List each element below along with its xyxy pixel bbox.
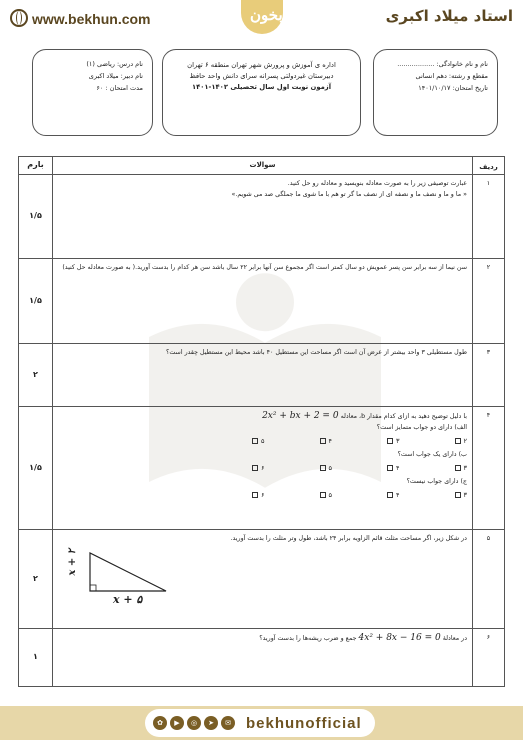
question-line: در شکل زیر، اگر مساحت مثلث قائم الزاویه برابر ۲۴ باشد، طول وتر مثلث را بدست آورید. <box>230 535 467 542</box>
subject-label: نام درس: ریاضی (۱) <box>86 60 143 68</box>
option-label: ۴ <box>396 491 400 499</box>
school-label: دبیرستان غیردولتی پسرانه سرای دانش واحد حافظ <box>189 72 334 80</box>
website-text: www.bekhun.com <box>32 11 151 27</box>
option-b-4[interactable] <box>252 463 265 474</box>
checkbox-icon[interactable] <box>387 438 393 444</box>
aparat-icon[interactable]: ✿ <box>153 716 167 730</box>
footer-bar <box>0 706 523 740</box>
checkbox-icon[interactable] <box>320 465 326 471</box>
option-label: ۶ <box>261 491 265 499</box>
triangle-figure <box>58 545 467 615</box>
website-link[interactable] <box>10 9 151 27</box>
exam-title: آزمون نوبت اول سال تحصیلی ۱۴۰۲-۱۴۰۱ <box>191 83 332 91</box>
checkbox-icon[interactable] <box>455 438 461 444</box>
table-header-row <box>19 157 505 175</box>
question-text <box>53 259 473 344</box>
checkbox-icon[interactable] <box>387 465 393 471</box>
question-text <box>53 175 473 259</box>
checkbox-icon[interactable] <box>320 438 326 444</box>
table-row <box>19 629 505 687</box>
option-label: ۲ <box>463 437 467 445</box>
school-info-box <box>162 49 361 136</box>
option-b-1[interactable] <box>455 463 468 474</box>
teacher-label: نام دبیر: میلاد اکبری <box>88 72 143 80</box>
course-info-box <box>32 49 153 136</box>
row-number: ۶ <box>473 629 505 687</box>
quadratic-equation: 2x² + bx + 2 = 0 <box>262 411 339 421</box>
row-score: ۲ <box>19 530 53 629</box>
part-b-label: ب) دارای یک جواب است؟ <box>397 450 467 458</box>
option-label: ۵ <box>328 464 332 472</box>
logo <box>241 0 283 34</box>
duration-label: مدت امتحان : ۶۰ <box>96 84 143 92</box>
grade-label: مقطع و رشته: دهم انسانی <box>415 72 488 80</box>
options-part-c <box>252 490 467 501</box>
top-banner <box>0 0 523 36</box>
row-score: ۲ <box>19 344 53 407</box>
question-text <box>53 407 473 530</box>
option-label: ۳ <box>463 491 467 499</box>
checkbox-icon[interactable] <box>252 465 258 471</box>
instagram-icon[interactable]: ◎ <box>187 716 201 730</box>
student-name-field[interactable]: نام و نام خانوادگی: .................. <box>397 60 488 68</box>
option-label: ۴ <box>328 437 332 445</box>
options-part-b <box>252 463 467 474</box>
checkbox-icon[interactable] <box>252 492 258 498</box>
question-line: « ما و ما و نصف ما و نصفه ای از نصف ما گر تو هم با ما شوی ما جملگی صد می شویم.» <box>231 190 467 198</box>
checkbox-icon[interactable] <box>387 492 393 498</box>
question-text <box>53 344 473 407</box>
checkbox-icon[interactable] <box>320 492 326 498</box>
row-number: ۴ <box>473 407 505 530</box>
question-line: سن نیما از سه برابر سن پسر عمویش دو سال کمتر است اگر مجموع سن آنها برابر ۲۲ سال باشد سن هر کدام را بدست آورید.( به صورت معادله حل کنید) <box>62 264 467 271</box>
questions-table <box>18 156 505 687</box>
part-c-label: ج) دارای جواب نیست؟ <box>406 477 467 485</box>
row-number: ۵ <box>473 530 505 629</box>
option-c-1[interactable] <box>455 490 468 501</box>
globe-icon <box>10 9 28 27</box>
checkbox-icon[interactable] <box>455 492 461 498</box>
question-line-text: با دلیل توضیح دهید به ازای کدام مقدار b، معادله <box>340 413 467 420</box>
exam-date-label: تاریخ امتحان: ۱۴۰۱/۱۰/۱۷ <box>418 84 488 92</box>
option-label: ۳ <box>463 464 467 472</box>
col-header-score: بارم <box>19 157 53 175</box>
row-score: ۱ <box>19 629 53 687</box>
youtube-icon[interactable]: ▶ <box>170 716 184 730</box>
table-row <box>19 407 505 530</box>
option-c-3[interactable] <box>320 490 333 501</box>
row-number: ۱ <box>473 175 505 259</box>
question-line <box>58 411 467 423</box>
option-b-2[interactable] <box>387 463 400 474</box>
office-label: اداره ی آموزش و پرورش شهر تهران منطقه ۶ تهران <box>187 61 336 69</box>
teacher-name: استاد میلاد اکبری <box>385 7 513 25</box>
side-horizontal-label: x + ۵ <box>113 592 143 606</box>
row-score: ۱/۵ <box>19 175 53 259</box>
option-label: ۴ <box>396 464 400 472</box>
question-line <box>58 633 467 645</box>
question-line: عبارت توصیفی زیر را به صورت معادله بنویسید و معادله رو حل کنید. <box>287 180 467 187</box>
option-a-1[interactable] <box>455 436 468 447</box>
row-score: ۱/۵ <box>19 259 53 344</box>
side-vertical-label: x + ۲ <box>67 548 79 576</box>
option-label: ۵ <box>261 437 265 445</box>
table-row <box>19 344 505 407</box>
table-row <box>19 259 505 344</box>
table-row <box>19 530 505 629</box>
option-label: ۵ <box>328 491 332 499</box>
checkbox-icon[interactable] <box>252 438 258 444</box>
question-line: طول مستطیلی ۳ واحد بیشتر از عرض آن است اگر مساحت این مستطیل ۴۰ باشد محیط این مستطیل چقدر است؟ <box>166 349 467 356</box>
checkbox-icon[interactable] <box>455 465 461 471</box>
col-header-num: ردیف <box>473 157 505 175</box>
email-icon[interactable]: ✉ <box>221 716 235 730</box>
part-a-label: الف) دارای دو جواب متمایز است؟ <box>376 423 467 431</box>
question-line-text: در معادلهٔ <box>442 635 467 642</box>
option-label: ۳ <box>396 437 400 445</box>
social-bar <box>145 709 375 737</box>
question-line-text: جمع و ضرب ریشه‌ها را بدست آورید؟ <box>259 635 357 642</box>
logo-text: بخون <box>250 6 283 24</box>
option-c-2[interactable] <box>387 490 400 501</box>
student-info-box <box>373 49 498 136</box>
option-c-4[interactable] <box>252 490 265 501</box>
quadratic-equation: 4x² + 8x − 16 = 0 <box>358 633 441 643</box>
table-row <box>19 175 505 259</box>
row-score: ۱/۵ <box>19 407 53 530</box>
row-number: ۲ <box>473 259 505 344</box>
option-label: ۶ <box>261 464 265 472</box>
question-text <box>53 629 473 687</box>
option-a-4[interactable] <box>252 436 265 447</box>
option-a-3[interactable] <box>320 436 333 447</box>
question-text <box>53 530 473 629</box>
telegram-icon[interactable]: ➤ <box>204 716 218 730</box>
row-number: ۳ <box>473 344 505 407</box>
col-header-question: سوالات <box>53 157 473 175</box>
option-b-3[interactable] <box>320 463 333 474</box>
options-part-a <box>252 436 467 447</box>
social-handle[interactable]: bekhunofficial <box>246 714 362 732</box>
option-a-2[interactable] <box>387 436 400 447</box>
